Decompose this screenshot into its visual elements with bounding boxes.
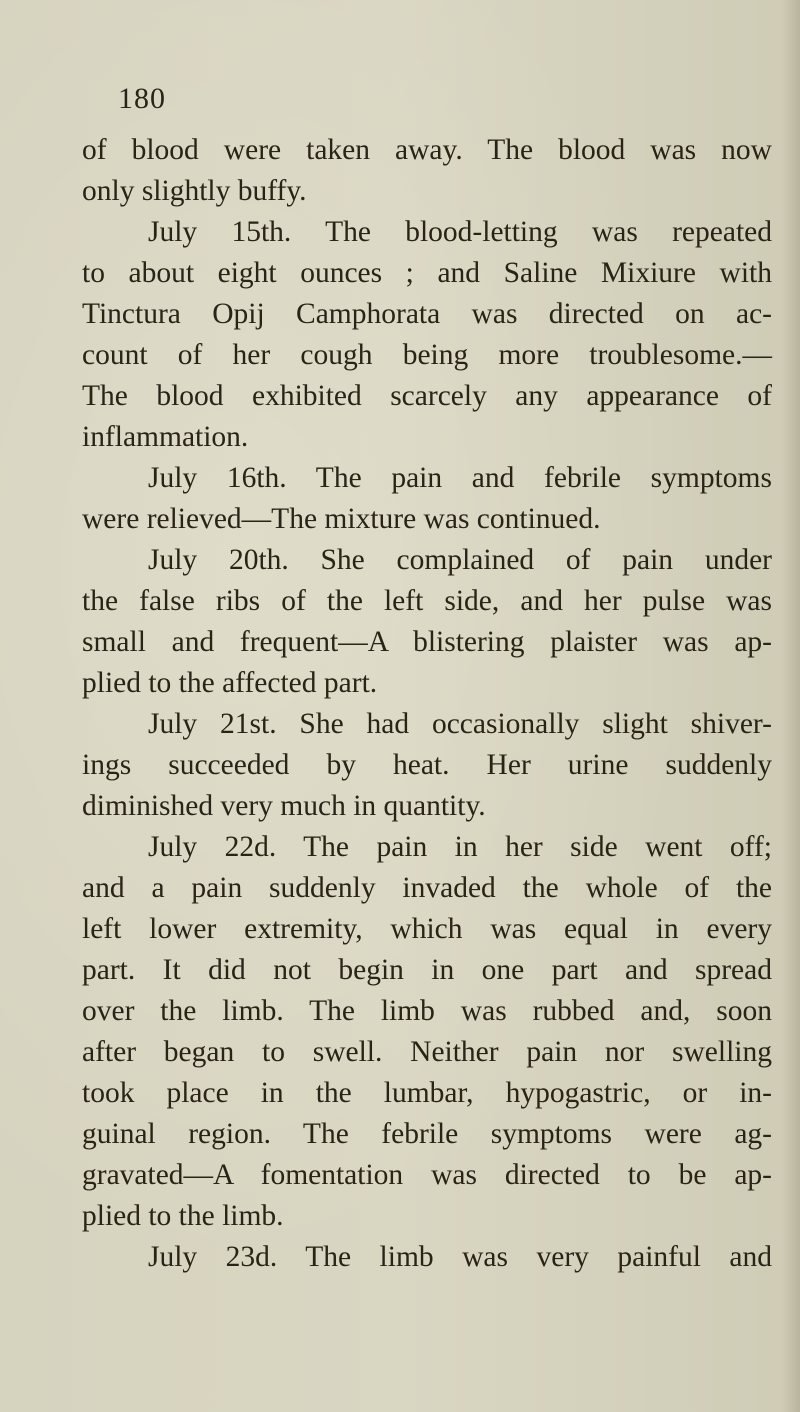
text-line: Tinctura Opij Camphorata was directed on ac-: [82, 298, 772, 330]
text-line: plied to the limb.: [82, 1200, 284, 1232]
text-line: diminished very much in quantity.: [82, 790, 486, 822]
page-edge-shadow: [782, 0, 800, 1412]
text-line: July 23d. The limb was very painful and: [148, 1241, 772, 1273]
text-line: the false ribs of the left side, and her pulse was: [82, 585, 772, 617]
text-line: and a pain suddenly invaded the whole of the: [82, 872, 772, 904]
text-line: July 22d. The pain in her side went off;: [148, 831, 772, 863]
text-line: ings succeeded by heat. Her urine suddenly: [82, 749, 772, 781]
text-line: part. It did not begin in one part and spread: [82, 954, 772, 986]
text-line: July 20th. She complained of pain under: [148, 544, 772, 576]
text-line: count of her cough being more troublesome.—: [82, 339, 772, 371]
text-line: guinal region. The febrile symptoms were ag-: [82, 1118, 772, 1150]
text-line: The blood exhibited scarcely any appearance of: [82, 380, 772, 412]
text-line: July 15th. The blood-letting was repeated: [148, 216, 772, 248]
text-line: July 16th. The pain and febrile symptoms: [148, 462, 772, 494]
text-line: small and frequent—A blistering plaister was ap-: [82, 626, 772, 658]
text-line: over the limb. The limb was rubbed and, soon: [82, 995, 772, 1027]
text-line: inflammation.: [82, 421, 249, 453]
text-line: after began to swell. Neither pain nor swelling: [82, 1036, 772, 1068]
page-number: 180: [118, 82, 166, 115]
text-line: gravated—A fomentation was directed to be ap-: [82, 1159, 772, 1191]
text-line: were relieved—The mixture was continued.: [82, 503, 601, 535]
text-line: left lower extremity, which was equal in every: [82, 913, 772, 945]
text-line: took place in the lumbar, hypogastric, or in-: [82, 1077, 772, 1109]
text-line: to about eight ounces ; and Saline Mixiure with: [82, 257, 772, 289]
text-line: plied to the affected part.: [82, 667, 378, 699]
text-line: of blood were taken away. The blood was now: [82, 134, 772, 166]
text-line: only slightly buffy.: [82, 175, 307, 207]
text-line: July 21st. She had occasionally slight shiver-: [148, 708, 772, 740]
body-text: [82, 130, 772, 1278]
